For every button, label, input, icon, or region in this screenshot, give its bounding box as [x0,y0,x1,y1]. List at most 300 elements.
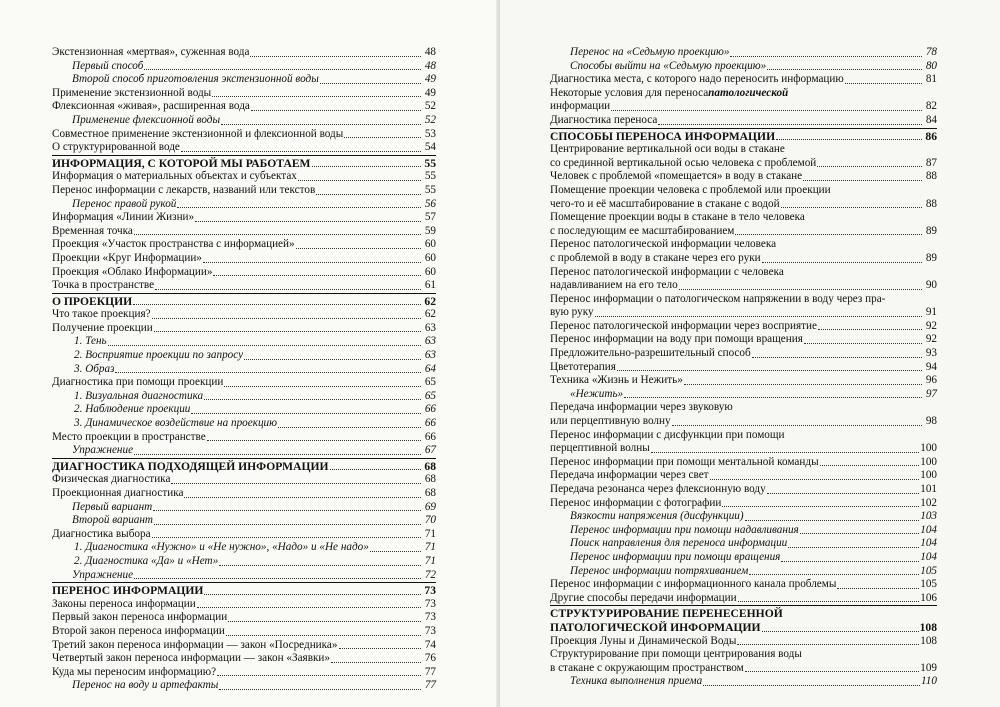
toc-entry [52,198,436,212]
toc-entry-title: Получение проекции [52,321,153,334]
toc-page-number: 82 [925,100,937,113]
toc-left-column [52,46,436,693]
toc-entry-title: Место проекции в пространстве [52,430,206,443]
dot-leader [745,520,920,521]
dot-leader [651,452,919,453]
toc-entry-title: Структурирование при помощи центрирования воды [550,648,802,661]
dot-leader [817,166,922,167]
dot-leader [250,56,421,57]
toc-page-number: 71 [424,554,436,567]
toc-entry [550,537,937,551]
toc-entry-title: Проекция «Участок пространства с информацией» [52,238,295,251]
toc-entry [550,388,937,402]
toc-entry-title: чего-то и её масштабирование в стакане с водой [550,197,780,210]
toc-entry [550,211,937,225]
dot-leader [244,359,421,360]
toc-entry [550,87,937,101]
toc-entry [550,225,937,239]
toc-entry-title: перцептивной волны [550,442,650,455]
dot-leader [226,635,421,636]
toc-entry-title: Куда мы переносим информацию? [52,665,217,678]
toc-entry [550,46,937,60]
toc-entry-title: Помещение проекции человека с проблемой или проекции [550,183,831,196]
toc-page-number: 77 [424,665,436,678]
toc-page-number: 71 [424,527,436,540]
dot-leader [745,671,919,672]
dot-leader [845,83,922,84]
toc-entry-title: «Нежить» [570,387,624,400]
toc-page-number: 63 [424,335,436,348]
toc-entry [550,374,937,388]
dot-leader [749,574,919,575]
dot-leader [624,397,922,398]
dot-leader [221,124,421,125]
toc-entry-title: Поиск направления для переноса информации [570,537,788,550]
toc-entry [52,155,436,171]
dot-leader [115,372,421,373]
toc-entry [52,293,436,309]
toc-page-number: 62 [424,308,436,321]
toc-entry-title: Перенос информации на воду при помощи вращения [550,333,803,346]
toc-entry-title: Техника «Жизнь и Нежить» [550,374,683,387]
toc-page-number: 105 [920,578,937,591]
toc-entry-title: Четвертый закон переноса информации — закон «Заявки» [52,652,330,665]
toc-page-number: 59 [424,224,436,237]
toc-entry [52,555,436,569]
toc-entry-title: Перенос информации при помощи ментальной команды [550,455,819,468]
toc-entry-title: Первый закон переноса информации [52,611,228,624]
toc-entry [52,225,436,239]
toc-entry [52,417,436,431]
dot-leader [228,621,421,622]
dot-leader [737,644,919,645]
dot-leader [752,357,922,358]
toc-entry-title: Способы выйти на «Седьмую проекцию» [570,59,767,72]
toc-entry [52,598,436,612]
toc-entry [52,679,436,693]
toc-entry [52,114,436,128]
dot-leader [730,56,922,57]
toc-entry-title: Передача резонанса через флексионную воду [550,483,766,495]
toc-page-number: 86 [925,129,937,143]
dot-leader [153,510,421,511]
toc-entry-title: Другие способы передачи информации [550,591,737,604]
toc-entry-title: Временная точка [52,224,133,237]
dot-leader [212,96,421,97]
dot-leader [134,454,421,455]
toc-entry-title: Перенос правой рукой [72,197,177,210]
toc-page-number: 104 [920,550,937,563]
toc-entry-title: или перцептивную волну [550,415,671,428]
dot-leader [181,151,421,152]
toc-page-number: 81 [925,73,937,86]
toc-page-number: 60 [424,238,436,251]
toc-entry [52,211,436,225]
toc-entry [52,363,436,377]
toc-page-number: 109 [920,661,937,674]
toc-entry-title: Совместное применение экстензионной и флексионной воды [52,127,344,140]
toc-entry-title: Флексионная «живая», расширенная вода [52,100,250,113]
toc-page-number: 105 [920,564,937,577]
dot-leader [611,110,922,111]
dot-leader [219,565,421,566]
dot-leader [672,425,922,426]
dot-leader [762,631,919,632]
toc-entry [52,666,436,680]
toc-entry [52,431,436,445]
toc-entry-title: Упражнение [72,568,134,581]
toc-page-number: 71 [424,541,436,554]
toc-page-number: 101 [920,483,937,495]
toc-page-number: 89 [925,224,937,237]
toc-entry-title: Точка в пространстве [52,279,155,292]
toc-entry [52,528,436,542]
toc-entry-title: Проекция Луны и Динамической Воды [550,634,737,647]
dot-leader [207,440,421,441]
toc-page-number: 73 [424,611,436,624]
toc-entry-title: Перенос информации при помощи вращения [570,550,781,563]
toc-entry-title: Человек с проблемой «помещается» в воду в стакане [550,170,803,183]
toc-entry-title: с проблемой в воду в стакане через его руки [550,251,761,264]
toc-entry-title: Перенос патологической информации через восприятие [550,319,817,332]
toc-page-number: 84 [925,113,937,126]
toc-entry [550,605,937,621]
dot-leader [331,662,421,663]
toc-entry [52,625,436,639]
dot-leader [735,234,922,235]
toc-entry-title: ДИАГНОСТИКА ПОДХОДЯЩЕЙ ИНФОРМАЦИИ [52,459,329,473]
toc-entry-title: 1. Тень [74,335,107,348]
dot-leader [171,483,421,484]
toc-entry-title: Информация «Линии Жизни» [52,211,195,224]
dot-leader [776,139,922,140]
toc-entry-title: Информация о материальных объектах и субъектах [52,170,297,183]
toc-entry [550,469,937,483]
toc-entry [52,73,436,87]
toc-page-number: 104 [920,537,937,550]
toc-page-number: 53 [424,127,436,140]
toc-entry-title: Проекции «Круг Информации» [52,251,202,264]
toc-entry [550,333,937,347]
toc-entry [550,266,937,280]
toc-entry-title: Упражнение [72,444,134,457]
toc-page-number: 96 [925,374,937,387]
toc-entry [52,514,436,528]
toc-entry-title: 1. Диагностика «Нужно» и «Не нужно», «Надо» и «Не надо» [74,541,369,554]
dot-leader [108,345,421,346]
toc-entry-title: Перенос на воду и артефакты [72,679,219,692]
toc-entry-title: надавливанием на его тело [550,279,678,292]
toc-entry [550,551,937,565]
toc-entry-title: О ПРОЕКЦИИ [52,294,133,308]
toc-entry [52,501,436,515]
toc-entry-title: Техника выполнения приема [570,675,703,688]
toc-entry [550,143,937,157]
dot-leader [204,594,421,595]
toc-page-number: 65 [424,389,436,402]
dot-leader [781,207,922,208]
dot-leader [278,427,421,428]
toc-entry [550,675,937,689]
dot-leader [344,137,421,138]
dot-leader [595,316,922,317]
dot-leader [804,343,922,344]
toc-entry-title: Первый способ [72,59,144,72]
toc-entry-title: Перенос информации потряхиванием [570,564,749,577]
toc-entry [52,322,436,336]
toc-entry-title: Перенос информации с информационного канала проблемы [550,578,837,591]
toc-entry [550,662,937,676]
toc-page-number: 48 [424,59,436,72]
toc-page-number: 72 [424,568,436,581]
toc-page-number: 73 [424,584,436,598]
toc-entry [52,238,436,252]
toc-entry [52,308,436,322]
toc-entry [550,361,937,375]
toc-entry [52,376,436,390]
toc-entry [52,611,436,625]
dot-leader [154,524,421,525]
toc-entry-title: ПАТОЛОГИЧЕСКОЙ ИНФОРМАЦИИ [550,620,761,634]
dot-leader [217,675,421,676]
toc-entry [550,293,937,307]
toc-page-number: 100 [920,442,937,455]
toc-entry [52,335,436,349]
dot-leader [154,331,421,332]
toc-page-number: 100 [920,455,937,468]
toc-page-number: 104 [920,523,937,536]
dot-leader [213,275,421,276]
toc-page-number: 93 [925,347,937,360]
dot-leader [155,289,421,290]
toc-page-number: 63 [424,321,436,334]
toc-page-number: 70 [424,514,436,527]
toc-entry [550,347,937,361]
dot-leader [195,221,421,222]
toc-entry-title: Перенос информации при помощи надавливания [570,523,799,536]
toc-entry [52,184,436,198]
toc-entry [550,648,937,662]
toc-page-number: 88 [925,170,937,183]
dot-leader [219,689,421,690]
toc-entry [550,252,937,266]
toc-entry [550,621,937,635]
toc-page-number: 90 [925,279,937,292]
toc-entry [550,198,937,212]
toc-entry [550,456,937,470]
toc-entry [52,541,436,555]
dot-leader [820,465,920,466]
toc-page-number: 68 [424,473,436,486]
toc-entry-title: Второй вариант [72,514,154,527]
toc-entry [52,252,436,266]
dot-leader [684,384,922,385]
toc-page-number: 57 [424,211,436,224]
toc-page-number: 49 [424,73,436,86]
toc-entry [52,46,436,60]
toc-page-number: 55 [424,183,436,196]
toc-entry-title: Перенос информации с дисфункции при помощи [550,428,785,441]
toc-page-number: 63 [424,349,436,362]
toc-entry [52,87,436,101]
toc-right-column [550,46,937,689]
toc-entry-title: Предложительно-разрешительный способ [550,347,751,360]
toc-entry-title: со срединной вертикальной осью человека с проблемой [550,156,817,169]
toc-entry [550,635,937,649]
toc-entry [550,100,937,114]
toc-entry [550,592,937,606]
toc-entry [52,266,436,280]
toc-entry-title: Вязкости напряжения (дисфункции) [570,510,744,523]
toc-entry [550,429,937,443]
dot-leader [837,588,919,589]
toc-entry [550,320,937,334]
toc-entry [550,565,937,579]
right-page [500,0,1000,707]
toc-page-number: 106 [920,591,937,604]
dot-leader [296,248,421,249]
toc-entry-title: информации [550,100,611,113]
toc-entry [550,524,937,538]
toc-entry-title: Законы переноса информации [52,597,196,610]
toc-entry [550,442,937,456]
dot-leader [617,370,922,371]
toc-page-number: 60 [424,251,436,264]
toc-entry [550,401,937,415]
toc-entry-title: Проекция «Облако Информации» [52,265,213,278]
toc-entry-title: Применение экстензионной воды [52,86,212,99]
toc-entry [52,403,436,417]
toc-entry-title: Первый вариант [72,500,153,513]
toc-entry-title: СПОСОБЫ ПЕРЕНОСА ИНФОРМАЦИИ [550,129,776,143]
toc-page-number: 110 [921,675,937,688]
toc-entry-title: 3. Динамическое воздействие на проекцию [74,417,278,430]
dot-leader [330,469,422,470]
toc-entry [550,170,937,184]
toc-entry-title: Цветотерапия [550,360,616,373]
toc-entry [52,444,436,458]
toc-entry [550,306,937,320]
toc-page-number: 108 [919,620,937,634]
dot-leader [203,262,421,263]
toc-page-number: 77 [424,679,436,692]
toc-entry-title: Перенос на «Седьмую проекцию» [570,46,730,58]
toc-entry-title: Диагностика выбора [52,527,151,540]
dot-leader [370,551,421,552]
dot-leader [767,493,920,494]
toc-entry [550,510,937,524]
dot-leader [703,685,920,686]
toc-page-number: 80 [925,59,937,72]
toc-entry [52,652,436,666]
dot-leader [316,194,421,195]
dot-leader [339,648,422,649]
toc-entry-title: 2. Наблюдение проекции [74,403,191,416]
toc-page-number: 103 [920,510,937,523]
toc-entry-emphasis: патологической [708,86,789,99]
dot-leader [152,318,421,319]
toc-entry-title: Перенос патологической информации человека [550,238,777,251]
toc-entry [550,279,937,293]
dot-leader [224,386,421,387]
toc-page-number: 100 [920,469,937,482]
toc-page-number: 74 [424,638,436,651]
toc-page-number: 66 [424,403,436,416]
toc-entry [550,157,937,171]
toc-page-number: 66 [424,430,436,443]
toc-page-number: 66 [424,417,436,430]
toc-entry-title: СТРУКТУРИРОВАНИЕ ПЕРЕНЕСЕННОЙ [550,607,783,621]
toc-entry [550,60,937,74]
toc-page-number: 87 [925,156,937,169]
toc-entry-title: Помещение проекции воды в стакане в тело человека [550,211,805,224]
dot-leader [144,69,421,70]
toc-entry [550,73,937,87]
toc-entry-title: Перенос информации с фотографии [550,496,722,509]
toc-entry-title: ИНФОРМАЦИЯ, С КОТОРОЙ МЫ РАБОТАЕМ [52,156,311,170]
toc-entry-title: Диагностика места, с которого надо переносить информацию [550,73,844,86]
dot-leader [738,601,920,602]
toc-entry-title: О структурированной воде [52,141,180,154]
toc-entry [550,114,937,128]
toc-page-number: 68 [424,459,436,473]
toc-page-number: 68 [424,487,436,499]
toc-entry-title: с последующим ее масштабированием [550,224,735,237]
dot-leader [191,413,421,414]
toc-entry [52,128,436,142]
dot-leader [781,561,919,562]
toc-entry-title: Диагностика при помощи проекции [52,376,224,389]
dot-leader [722,506,919,507]
dot-leader [658,124,922,125]
toc-entry-title: Применение флексионной воды [72,113,221,126]
toc-entry-title: Передача информации через звуковую [550,401,733,414]
toc-page-number: 48 [424,46,436,58]
toc-page-number: 76 [424,652,436,665]
dot-leader [152,537,421,538]
toc-page-number: 88 [925,197,937,210]
toc-entry [550,415,937,429]
toc-page-number: 49 [424,86,436,99]
toc-entry-title: Некоторые условия для переноса [550,86,709,99]
toc-page-number: 97 [925,387,937,400]
toc-page-number: 108 [920,634,937,647]
toc-entry [52,60,436,74]
toc-entry [550,184,937,198]
toc-entry [550,238,937,252]
toc-page-number: 67 [424,444,436,457]
toc-page-number: 64 [424,362,436,375]
toc-page-number: 61 [424,279,436,292]
toc-entry-title: Перенос патологической информации с человека [550,265,784,278]
toc-entry-title: вую руку [550,306,594,319]
toc-entry [52,569,436,583]
toc-entry [550,497,937,511]
dot-leader [133,304,421,305]
toc-page-number: 89 [925,251,937,264]
dot-leader [679,289,922,290]
toc-page-number: 54 [424,141,436,154]
toc-page-number: 52 [424,100,436,113]
toc-entry [52,458,436,474]
toc-entry [550,128,937,144]
toc-entry-title: Центрирование вертикальной оси воды в стакане [550,143,785,156]
toc-entry-title: Второй способ приготовления экстензионной воды [72,73,319,86]
dot-leader [803,180,922,181]
dot-leader [767,69,922,70]
toc-entry-title: Что такое проекция? [52,308,151,321]
toc-page-number: 69 [424,500,436,513]
